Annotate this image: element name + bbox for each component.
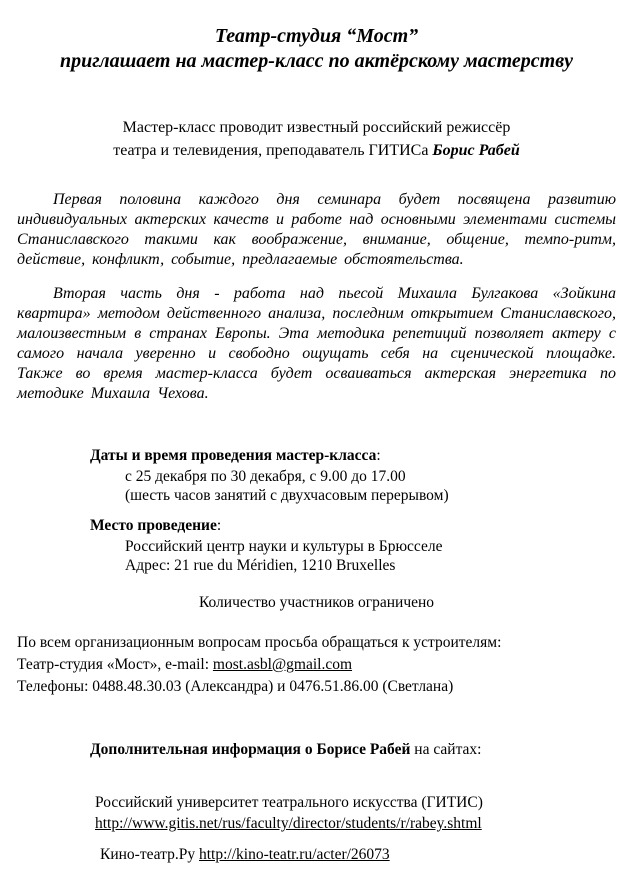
dates-line-2: (шесть часов занятий с двухчасовым перерывом)	[125, 487, 449, 504]
participants-note: Количество участников ограничено	[198, 594, 435, 611]
more-info-rest-text: на сайтах:	[410, 741, 482, 758]
intro-paragraph	[0, 116, 633, 162]
dates-colon: :	[376, 447, 381, 464]
intro-line-2	[0, 139, 633, 162]
gitis-block	[95, 792, 483, 834]
director-name: Борис Рабей	[432, 142, 520, 159]
title-line-2: приглашает на мастер-класс по актёрскому мастерству	[59, 50, 574, 72]
gitis-url-link[interactable]: http://www.gitis.net/rus/faculty/director/students/r/rabey.shtml	[95, 815, 482, 832]
venue-line-2: Адрес: 21 rue du Méridien, 1210 Bruxelles	[125, 557, 396, 574]
kino-url-link[interactable]: http://kino-teatr.ru/acter/26073	[199, 846, 390, 863]
kino-block	[100, 846, 390, 864]
dates-block	[90, 446, 449, 505]
dates-label-text: Даты и время проведения мастер-класса	[90, 447, 377, 464]
contacts-line-1: По всем организационным вопросам просьба обращаться к устроителям:	[17, 634, 502, 651]
contacts-block	[17, 632, 616, 698]
contacts-phones: Телефоны: 0488.48.30.03 (Александра) и 0476.51.86.00 (Светлана)	[17, 678, 454, 695]
venue-colon: :	[216, 517, 222, 534]
email-link[interactable]: most.asbl@gmail.com	[212, 656, 353, 673]
intro-line-2-text: театра и телевидения, преподаватель ГИТИСа	[113, 142, 433, 159]
more-info-heading	[90, 741, 481, 759]
venue-block	[90, 516, 442, 575]
dates-label	[90, 446, 449, 465]
gitis-label: Российский университет театрального искусства (ГИТИС)	[95, 794, 483, 811]
kino-label: Кино-театр.Ру	[100, 846, 199, 863]
contacts-line-2	[17, 654, 616, 676]
venue-line-1: Российский центр науки и культуры в Брюсселе	[125, 538, 443, 555]
venue-label	[90, 516, 442, 535]
more-info-bold-text: Дополнительная информация о Борисе Рабей	[90, 741, 411, 758]
title-line-1: Театр-студия “Мост”	[214, 25, 419, 47]
contacts-email-label: Театр-студия «Мост», e-mail:	[17, 656, 213, 673]
paragraph-second-half-of-day: Вторая часть дня - работа над пьесой Михаила Булгакова «Зойкина квартира» методом действенного анализа, последним открытием Станиславского, малоизвестным в странах Европы. Эта методика репетиций позволяет актеру с самого начала уверенно и свободно ощущать себя на сценической площадке. Также во время мастер-класса будет осваиваться актерская энергетика по методике Михаила Чехова.	[17, 285, 616, 402]
intro-line-1: Мастер-класс проводит известный российский режиссёр	[122, 119, 511, 136]
venue-label-text: Место проведение	[90, 517, 217, 534]
dates-line-1: с 25 декабря по 30 декабря, с 9.00 до 17.00	[125, 468, 406, 485]
page-title	[0, 24, 633, 74]
paragraph-first-half-of-day: Первая половина каждого дня семинара будет посвящена развитию индивидуальных актерских качеств и работе над основными элементами системы Станиславского такими как воображение, внимание, общение, темпо-ритм, действие, конфликт, событие, предлагаемые обстоятельства.	[17, 191, 616, 268]
